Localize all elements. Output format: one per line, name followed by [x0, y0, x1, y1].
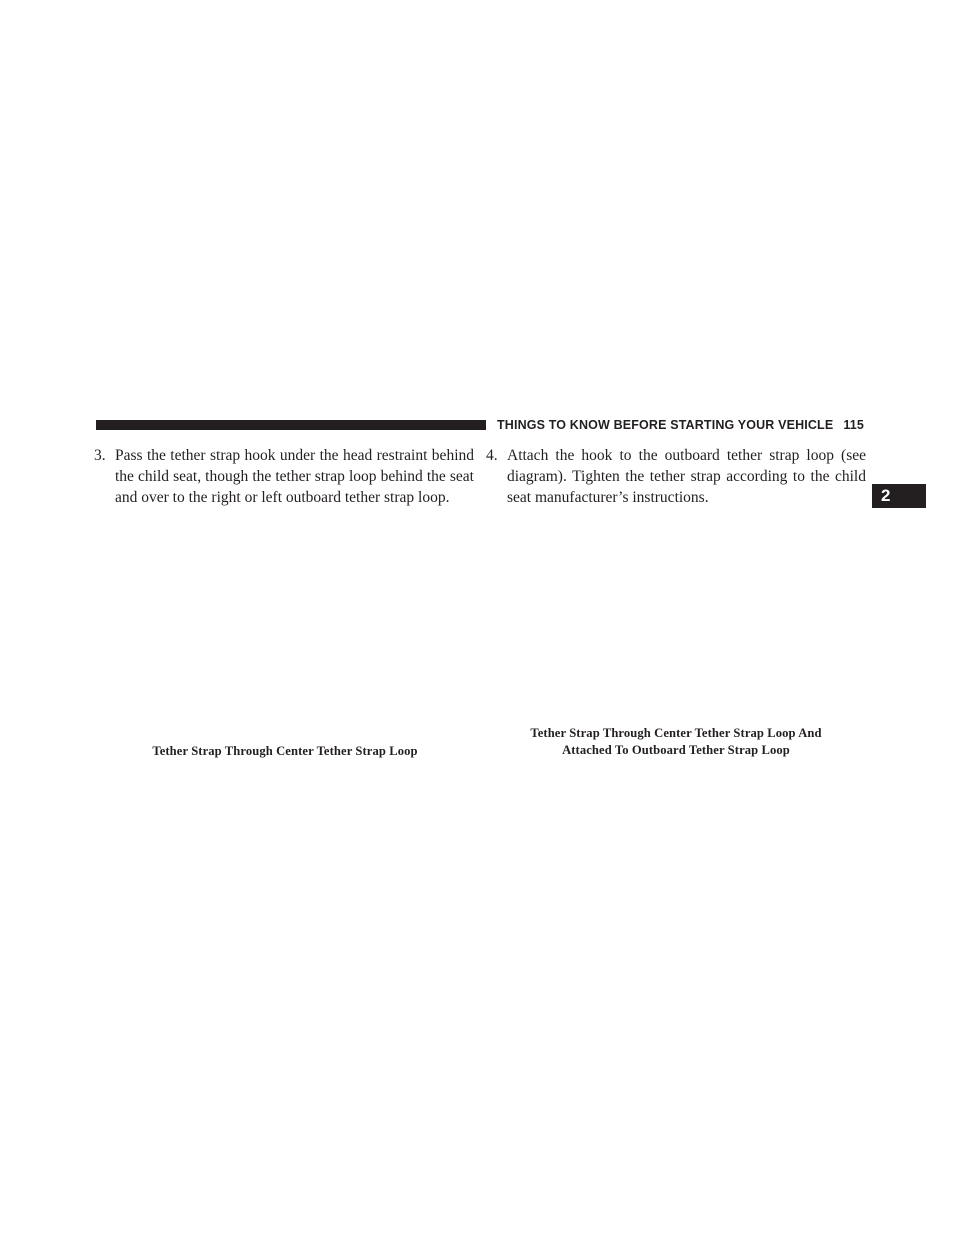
chapter-tab: 2: [872, 484, 926, 508]
figure-caption-right: [486, 725, 866, 759]
step-3: [94, 445, 474, 508]
figure-caption-left: Tether Strap Through Center Tether Strap Loop: [152, 744, 418, 758]
page-number: 115: [843, 418, 864, 432]
step-number: 3.: [94, 447, 106, 464]
caption-line: Attached To Outboard Tether Strap Loop: [562, 743, 790, 757]
step-text: Pass the tether strap hook under the head restraint behind the child seat, though the tether strap loop behind the seat and over to the right or left outboard tether strap loop.: [115, 447, 474, 506]
running-header: [497, 417, 864, 433]
caption-line: Tether Strap Through Center Tether Strap Loop And: [530, 726, 822, 740]
step-number: 4.: [486, 447, 498, 464]
step-text: Attach the hook to the outboard tether strap loop (see diagram). Tighten the tether strap according to the child seat manufacturer’s instructions.: [507, 447, 866, 506]
header-rule: [96, 420, 486, 430]
step-4: [486, 445, 866, 508]
header-title: THINGS TO KNOW BEFORE STARTING YOUR VEHICLE: [497, 418, 834, 432]
